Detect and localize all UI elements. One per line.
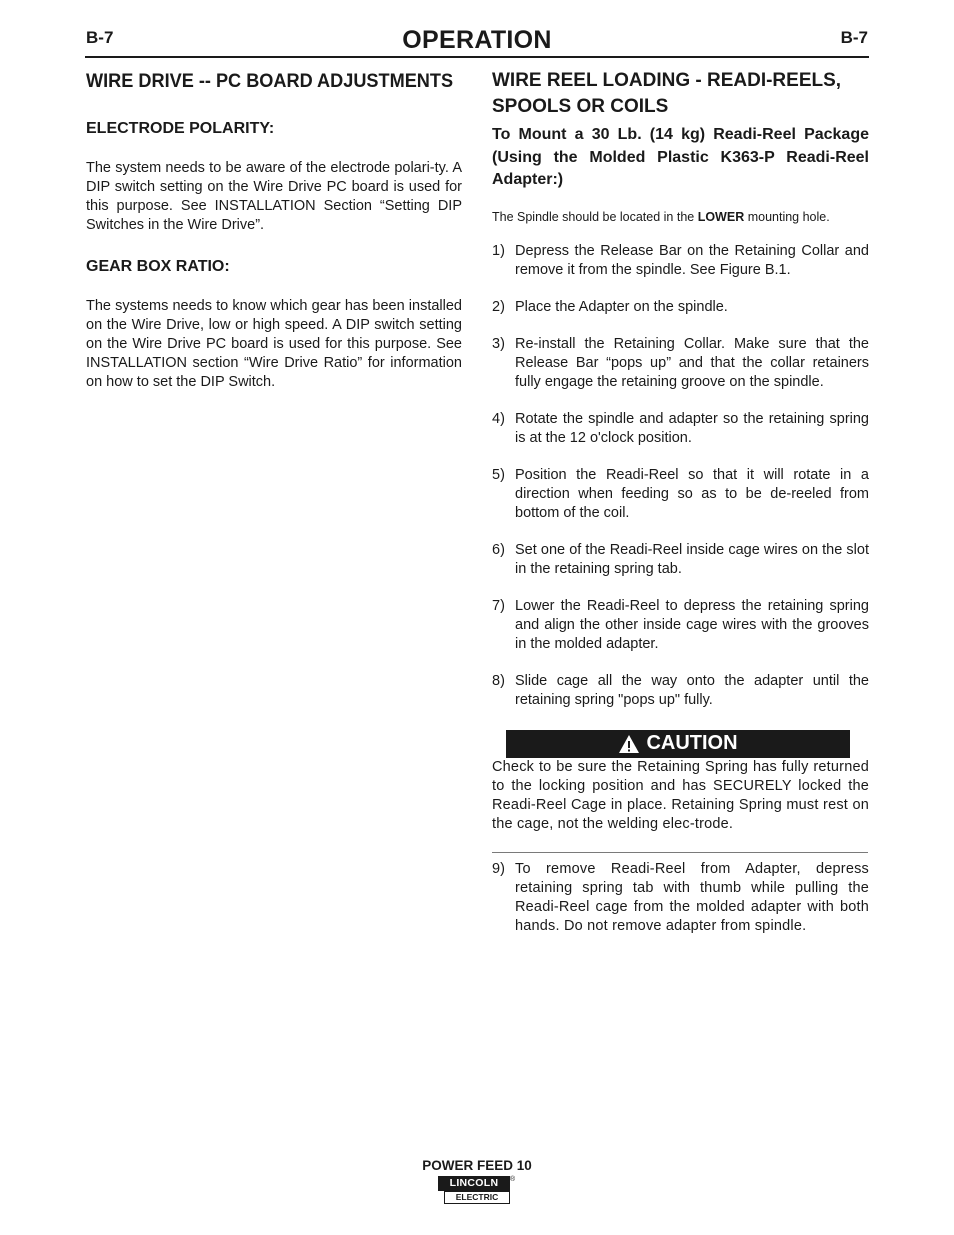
step-text: Rotate the spindle and adapter so the retaining spring is at the 12 o'clock position. <box>515 410 869 446</box>
section-heading-wire-drive: WIRE DRIVE -- PC BOARD ADJUSTMENTS <box>86 70 454 92</box>
step-text: Slide cage all the way onto the adapter until the retaining spring "pops up" fully. <box>515 672 869 708</box>
spindle-note-emphasis: LOWER <box>697 209 745 224</box>
step-text: Set one of the Readi-Reel inside cage wires on the slot in the retaining spring tab. <box>515 541 869 577</box>
step-text: Lower the Readi-Reel to depress the retaining spring and align the other inside cage wires with the grooves in the molded adapter. <box>515 597 869 652</box>
step-text: To remove Readi-Reel from Adapter, depress retaining spring tab with thumb while pulling the Readi-Reel cage from the molded adapter with both hands. Do not remove adapter from spindle. <box>515 860 869 934</box>
step-text: Place the Adapter on the spindle. <box>515 298 728 315</box>
list-item <box>492 298 869 317</box>
step-text: Depress the Release Bar on the Retaining Collar and remove it from the spindle. See Figure B.1. <box>515 242 869 278</box>
list-item <box>492 597 869 654</box>
list-item <box>492 466 869 523</box>
list-item <box>492 672 869 710</box>
step-number: 6) <box>492 541 505 558</box>
list-item <box>492 541 869 579</box>
section-heading-wire-reel-loading: WIRE REEL LOADING - READI-REELS, SPOOLS OR COILS <box>492 70 842 117</box>
caution-text: Check to be sure the Retaining Spring has fully returned to the locking position and has SECURELY locked the Readi-Reel Cage in place. Retaining Spring must rest on the cage, not the welding elec-trode. <box>492 758 869 832</box>
page-number-right: B-7 <box>840 28 868 47</box>
spindle-note <box>492 210 869 224</box>
spindle-note-suffix: mounting hole. <box>744 209 830 224</box>
right-column <box>492 68 869 936</box>
header-divider <box>85 56 869 58</box>
caution-label: CAUTION <box>646 732 738 754</box>
list-item <box>492 242 869 280</box>
step-text: Position the Readi-Reel so that it will rotate in a direction when feeding so as to be de-reeled from bottom of the coil. <box>515 466 869 521</box>
registered-mark: ® <box>510 1176 516 1183</box>
left-column <box>86 68 462 392</box>
caution-divider <box>492 852 868 853</box>
mount-instructions-heading: To Mount a 30 Lb. (14 kg) Readi-Reel Package (Using the Molded Plastic K363-P Readi-Reel Adapter:) <box>492 126 869 188</box>
step-number: 9) <box>492 860 505 877</box>
step-number: 3) <box>492 335 505 352</box>
lincoln-electric-logo <box>438 1176 516 1206</box>
step-number: 8) <box>492 672 505 689</box>
list-item <box>492 410 869 448</box>
spindle-note-prefix: The Spindle should be located in the <box>492 209 698 224</box>
loading-steps <box>492 242 869 710</box>
caution-banner <box>506 730 850 758</box>
step-number: 4) <box>492 410 505 427</box>
page-number-left: B-7 <box>86 28 114 47</box>
step-number: 2) <box>492 298 505 315</box>
step-number: 5) <box>492 466 505 483</box>
step-number: 7) <box>492 597 505 614</box>
warning-icon <box>618 734 640 754</box>
subheading-electrode-polarity: ELECTRODE POLARITY: <box>86 120 275 137</box>
paragraph-gear-box-ratio: The systems needs to know which gear has been installed on the Wire Drive, low or high speed. A DIP switch setting on the Wire Drive PC board is used for this purpose. See INSTALLATION section “Wire Drive Ratio” for information on how to set the DIP Switch. <box>86 298 462 390</box>
page-footer <box>0 1158 954 1206</box>
list-item <box>492 860 869 936</box>
step-text: Re-install the Retaining Collar. Make sure that the Release Bar “pops up” and that the collar retainers fully engage the retaining groove on the spindle. <box>515 335 869 390</box>
paragraph-electrode-polarity: The system needs to be aware of the electrode polari-ty. A DIP switch setting on the Wire Drive PC board is used for this purpose. See INSTALLATION Section “Setting DIP Switches in the Wire Drive”. <box>86 160 462 233</box>
page-title: OPERATION <box>402 26 552 54</box>
subheading-gear-box-ratio: GEAR BOX RATIO: <box>86 258 230 275</box>
logo-lincoln: LINCOLN <box>438 1176 510 1191</box>
logo-electric: ELECTRIC <box>444 1191 510 1204</box>
removal-steps <box>492 860 869 936</box>
step-number: 1) <box>492 242 505 259</box>
list-item <box>492 335 869 392</box>
product-name: POWER FEED 10 <box>422 1158 532 1173</box>
